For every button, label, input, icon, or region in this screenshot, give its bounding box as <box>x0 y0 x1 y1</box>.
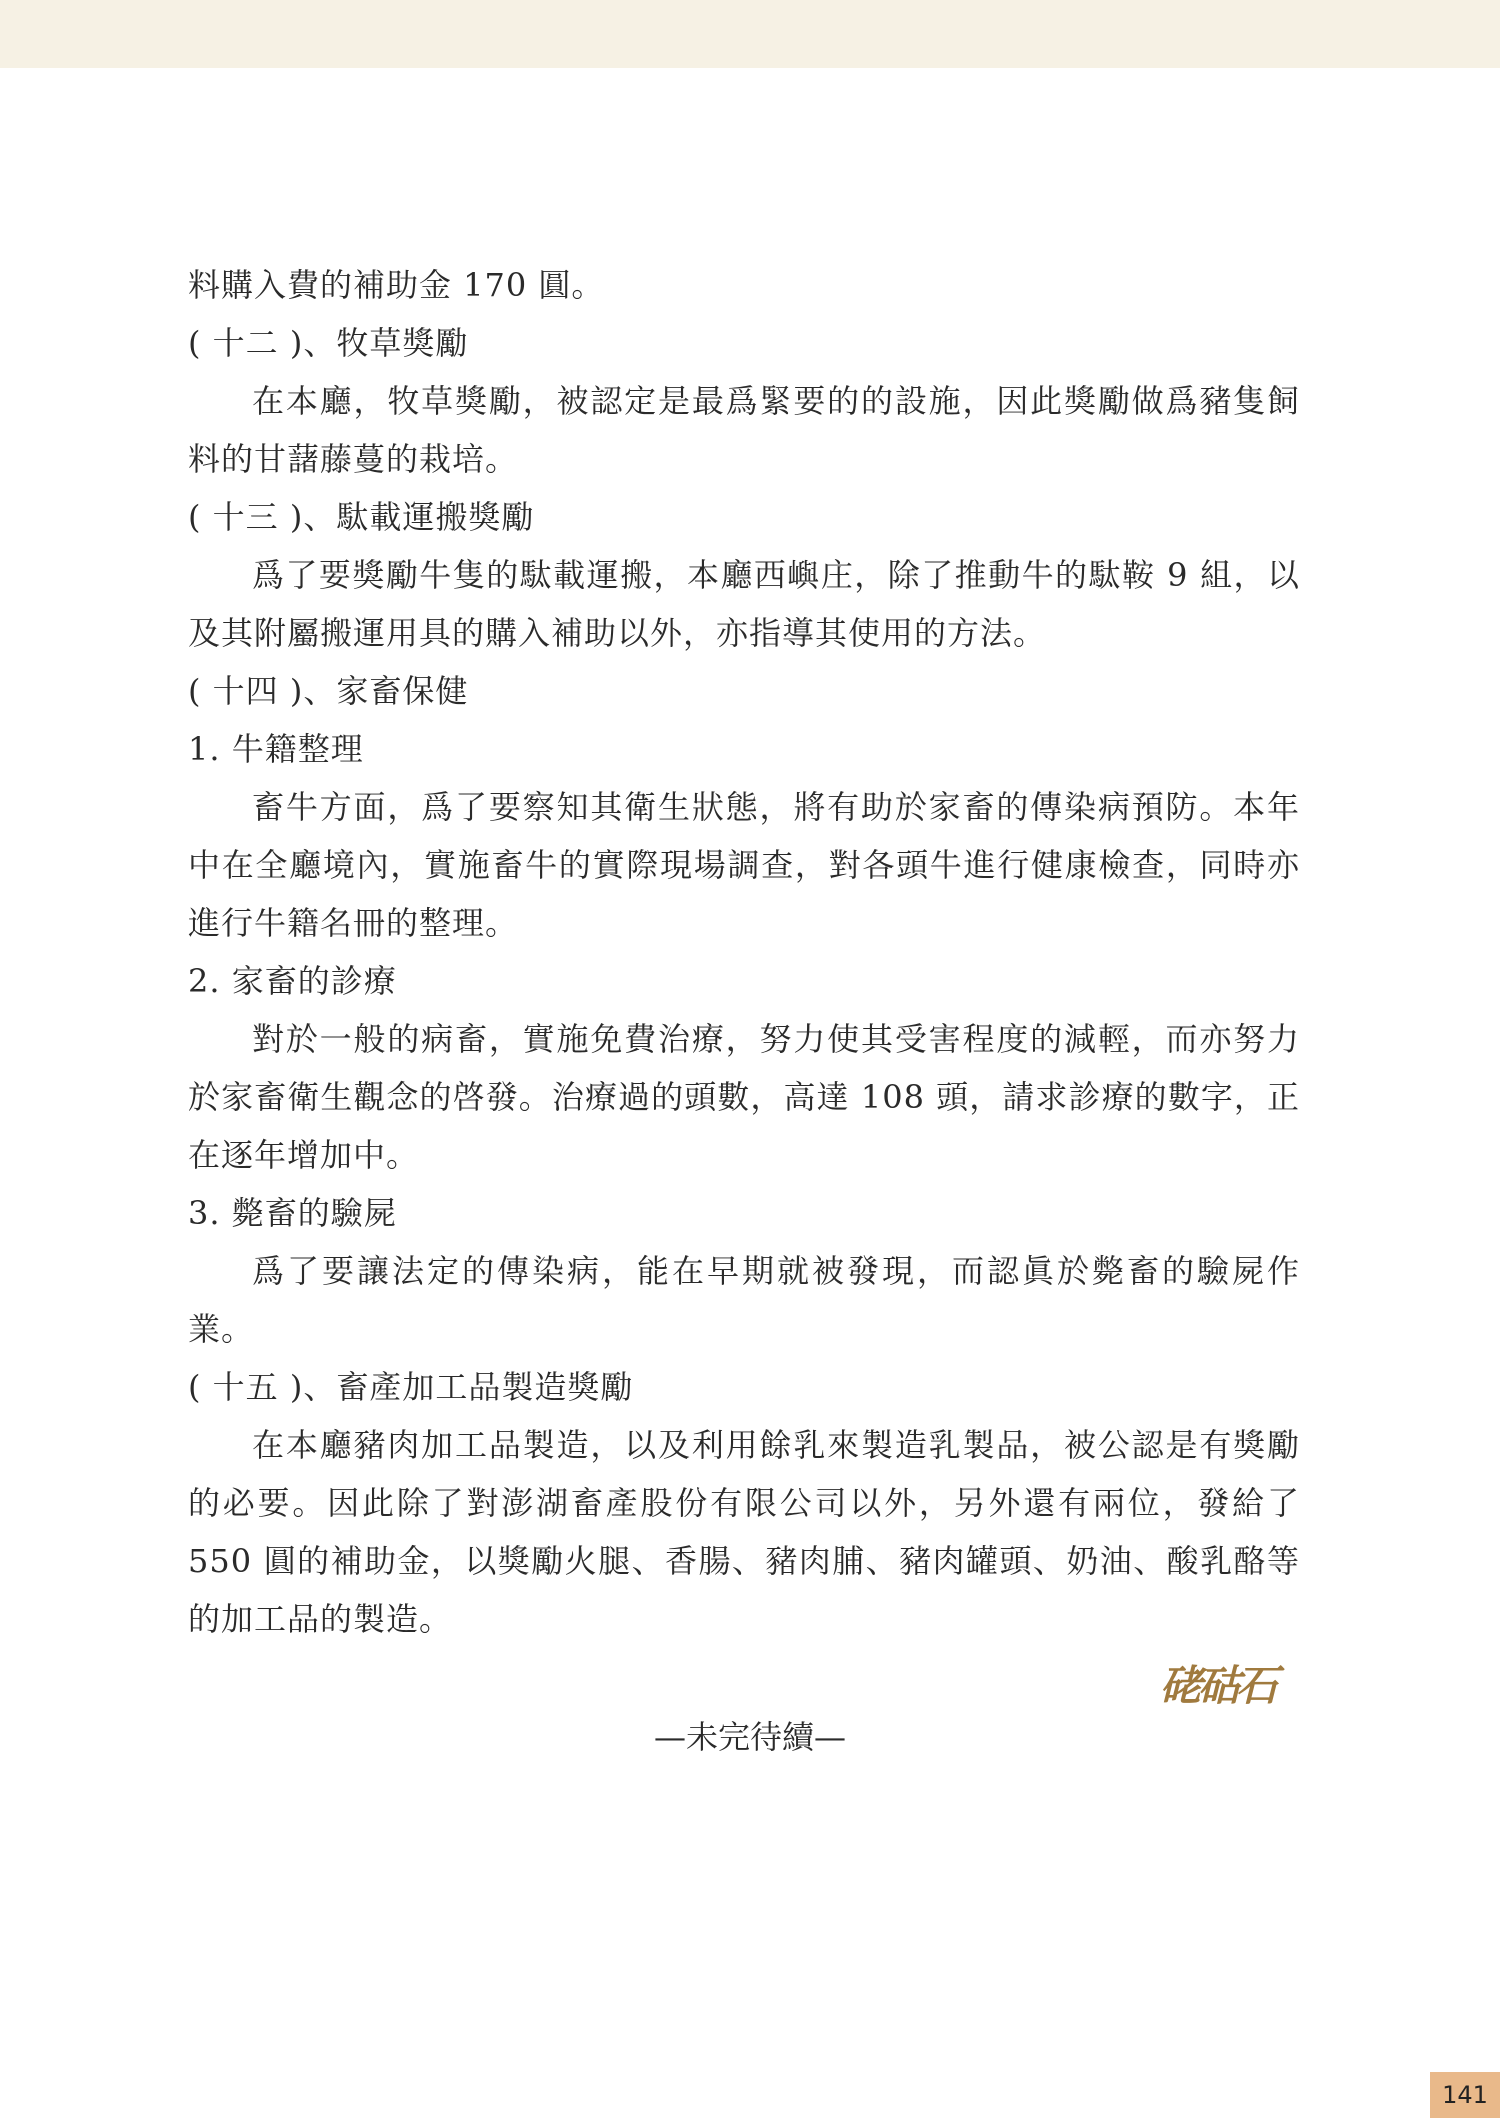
paragraph: 對於一般的病畜，實施免費治療，努力使其受害程度的減輕，而亦努力於家畜衛生觀念的啓發。治療過的頭數，高達 108 頭，請求診療的數字，正在逐年增加中。 <box>188 1020 1300 1174</box>
paragraph: 在本廳，牧草獎勵，被認定是最爲緊要的的設施，因此獎勵做爲豬隻飼料的甘藷藤蔓的栽培。 <box>188 382 1300 478</box>
paragraph: 爲了要獎勵牛隻的駄載運搬，本廳西嶼庄，除了推動牛的駄鞍 9 組，以及其附屬搬運用具的購入補助以外，亦指導其使用的方法。 <box>188 556 1300 652</box>
subsection-heading: 3. 斃畜的驗屍 <box>188 1194 397 1232</box>
paragraph: 料購入費的補助金 170 圓。 <box>188 266 605 304</box>
paragraph: 在本廳豬肉加工品製造，以及利用餘乳來製造乳製品，被公認是有獎勵的必要。因此除了對澎湖畜產股份有限公司以外，另外還有兩位，發給了 550 圓的補助金，以獎勵火腿、香腸、豬肉脯、豬肉罐頭、奶油、酸乳酪等的加工品的製造。 <box>188 1426 1300 1638</box>
header-band <box>0 0 1500 68</box>
section-heading: ( 十二 )、牧草獎勵 <box>188 324 469 362</box>
section-heading: ( 十三 )、駄載運搬獎勵 <box>188 498 535 536</box>
subsection-heading: 1. 牛籍整理 <box>188 730 364 768</box>
subsection-heading: 2. 家畜的診療 <box>188 962 397 1000</box>
article-body <box>188 256 1300 1648</box>
calligraphy-seal: 硓𥑮石 <box>1160 1661 1275 1710</box>
page-number-tab <box>1430 2072 1500 2118</box>
section-heading: ( 十五 )、畜產加工品製造獎勵 <box>188 1368 634 1406</box>
page-number: 141 <box>1442 2081 1488 2109</box>
to-be-continued-note: —未完待續— <box>653 1718 846 1756</box>
paragraph: 畜牛方面，爲了要察知其衛生狀態，將有助於家畜的傳染病預防。本年中在全廳境內，實施畜牛的實際現場調查，對各頭牛進行健康檢查，同時亦進行牛籍名冊的整理。 <box>188 788 1300 942</box>
paragraph: 爲了要讓法定的傳染病，能在早期就被發現，而認眞於斃畜的驗屍作業。 <box>188 1252 1300 1348</box>
section-heading: ( 十四 )、家畜保健 <box>188 672 469 710</box>
